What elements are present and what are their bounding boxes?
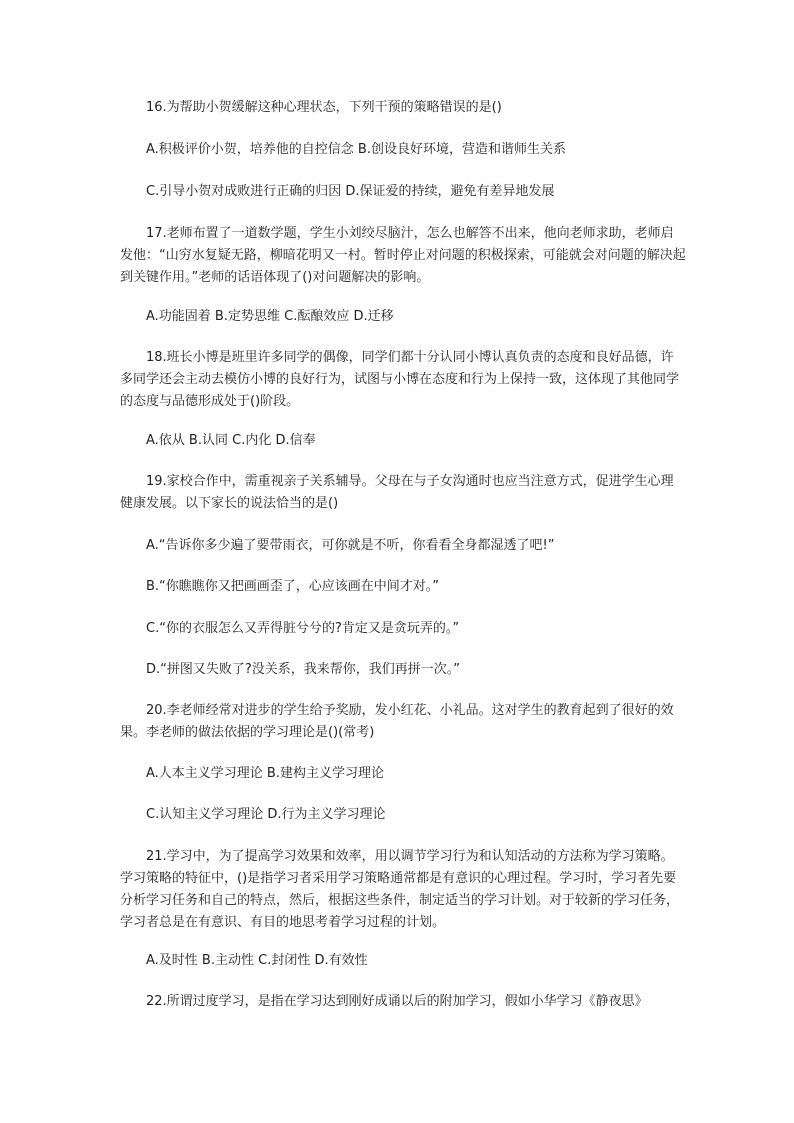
question-21: 21.学习中，为了提高学习效果和效率，用以调节学习行为和认知活动的方法称为学习策略。学习策略的特征中，()是指学习者采用学习策略通常都是有意识的心理过程。学习时，学习者先要分析学习任务和自己的特点，然后，根据这些条件，制定适当的学习计划。对于较新的学习任务，学习者总是在有意识、有目的地思考着学习过程的计划。 — [120, 849, 680, 930]
question-19-option-c: C.“你的衣服怎么又弄得脏兮兮的?肯定又是贪玩弄的。” — [146, 621, 460, 636]
question-21-options: A.及时性 B.主动性 C.封闭性 D.有效性 — [146, 953, 368, 968]
question-16: 16.为帮助小贺缓解这种心理状态，下列干预的策略错误的是() — [146, 100, 502, 115]
question-20-options-ab: A.人本主义学习理论 B.建构主义学习理论 — [146, 766, 384, 781]
question-19: 19.家校合作中，需重视亲子关系辅导。父母在与子女沟通时也应当注意方式，促进学生心理健康发展。以下家长的说法恰当的是() — [120, 474, 674, 511]
question-17: 17.老师布置了一道数学题，学生小刘绞尽脑汁，怎么也解答不出来，他向老师求助，老师启发他：“山穷水复疑无路，柳暗花明又一村。暂时停止对问题的积极探索，可能就会对问题的解决起到关键作用。”老师的话语体现了()对问题解决的影响。 — [120, 226, 686, 285]
question-18: 18.班长小博是班里许多同学的偶像，同学们都十分认同小博认真负责的态度和良好品德，许多同学还会主动去模仿小博的良好行为，试图与小博在态度和行为上保持一致，这体现了其他同学的态度与品德形成处于()阶段。 — [120, 350, 680, 409]
question-18-options: A.依从 B.认同 C.内化 D.信奉 — [146, 433, 316, 448]
question-16-options-cd: C.引导小贺对成败进行正确的归因 D.保证爱的持续，避免有差异地发展 — [146, 184, 555, 199]
question-22: 22.所谓过度学习，是指在学习达到刚好成诵以后的附加学习，假如小华学习《静夜思》 — [146, 994, 648, 1009]
question-16-options-ab: A.积极评价小贺，培养他的自控信念 B.创设良好环境，营造和谐师生关系 — [146, 142, 566, 157]
question-19-option-a: A.“告诉你多少遍了要带雨衣，可你就是不听，你看看全身都湿透了吧!” — [146, 538, 555, 553]
question-20-options-cd: C.认知主义学习理论 D.行为主义学习理论 — [146, 807, 386, 822]
question-17-options: A.功能固着 B.定势思维 C.酝酿效应 D.迁移 — [146, 309, 394, 324]
question-19-option-d: D.“拼图又失败了?没关系，我来帮你，我们再拼一次。” — [146, 662, 461, 677]
question-19-option-b: B.“你瞧瞧你又把画画歪了，心应该画在中间才对。” — [146, 579, 440, 594]
question-20: 20.李老师经常对进步的学生给予奖励，发小红花、小礼品。这对学生的教育起到了很好的效果。李老师的做法依据的学习理论是()(常考) — [120, 703, 674, 740]
